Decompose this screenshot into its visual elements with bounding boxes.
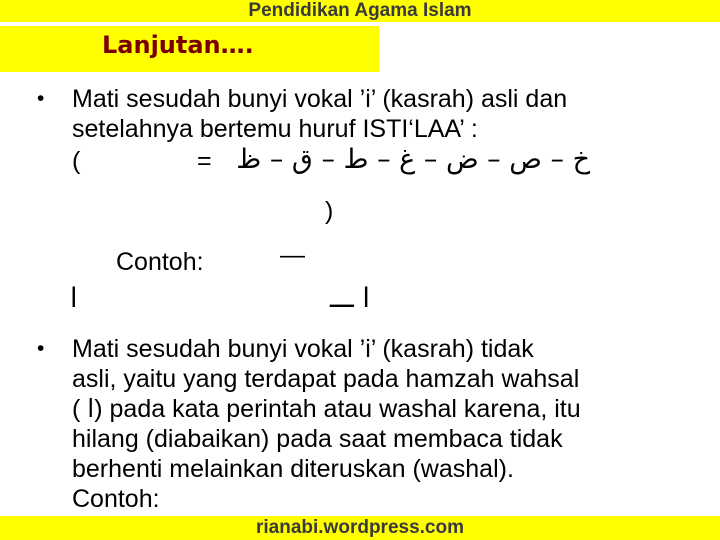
footer-website: rianabi.wordpress.com (255, 517, 464, 538)
bullet1-line1: Mati sesudah bunyi vokal ’i’ (kasrah) asli dan (72, 85, 568, 113)
arabic-isti-laa-letters: خ – ص – ض – غ – ط – ق – ظ (236, 144, 590, 175)
bullet2-line: Contoh: (72, 485, 160, 513)
bullet2-line: asli, yaitu yang terdapat pada hamzah wahsal (72, 365, 580, 393)
equals-sign: = (197, 147, 212, 175)
bullet2-line: hilang (diabaikan) pada saat membaca tidak (72, 425, 563, 453)
alif-right: ا (70, 283, 78, 314)
bullet2-line: ( ا) pada kata perintah atau washal karena, itu (72, 395, 581, 423)
open-paren: ( (72, 147, 81, 175)
bullet2-line: berhenti melainkan diteruskan (washal). (72, 455, 514, 483)
section-label: Lanjutan…. (102, 31, 254, 59)
bullet2-text (72, 334, 717, 514)
close-paren: ) (325, 197, 334, 225)
example-label-1: Contoh: (116, 248, 204, 276)
header-title: Pendidikan Agama Islam (248, 0, 472, 21)
bullet2-line: Mati sesudah bunyi vokal ’i’ (kasrah) tidak (72, 335, 534, 363)
dash-mark: — (280, 241, 305, 269)
bullet1-text (72, 84, 712, 144)
alif-center: ا ـــ (330, 283, 370, 314)
bullet1-line2: setelahnya bertemu huruf ISTI‘LAA’ : (72, 115, 478, 143)
bullet-dot-1: • (37, 87, 45, 110)
bullet-dot-2: • (37, 337, 45, 360)
